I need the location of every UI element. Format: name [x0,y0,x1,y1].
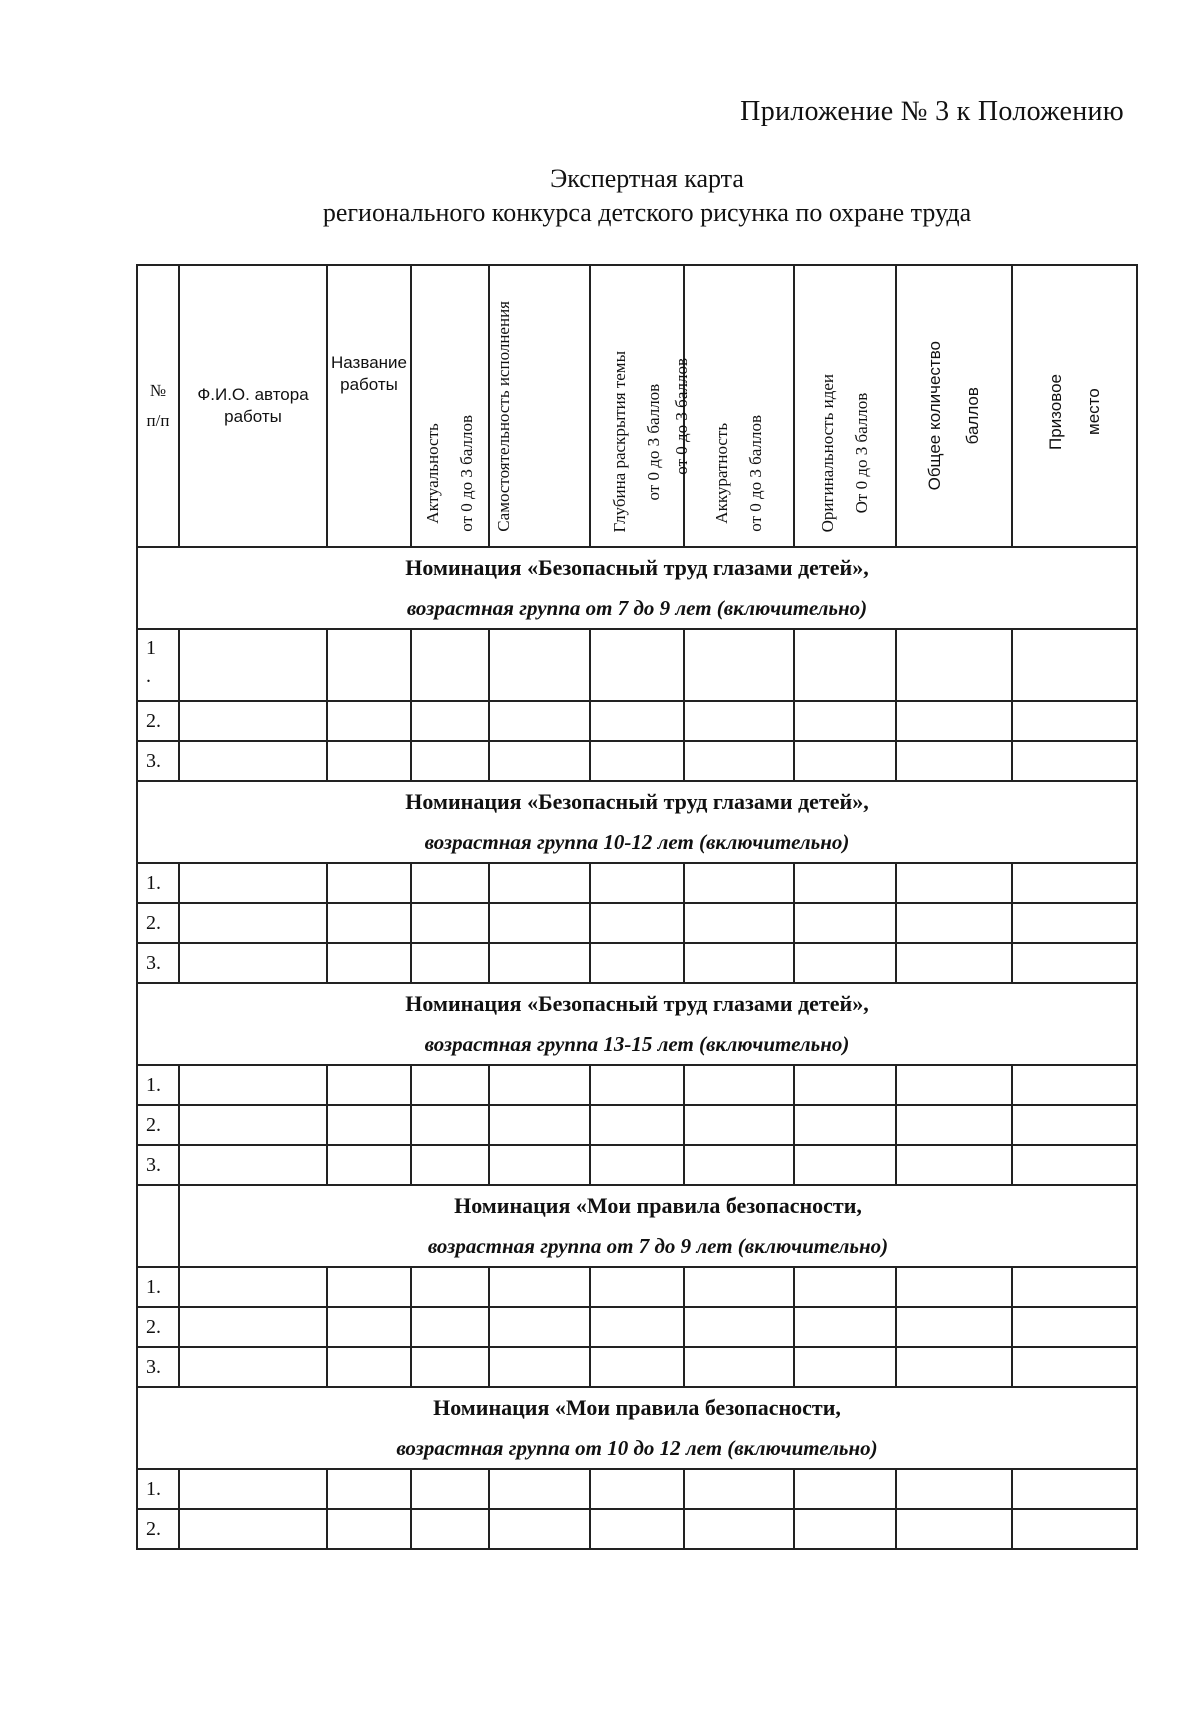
table-row [137,943,1137,983]
empty-cell [489,943,590,983]
empty-cell [590,741,684,781]
col-independence-label: Самостоятельность исполнения [494,301,513,532]
empty-cell [684,943,794,983]
nomination-cell [137,983,1137,1065]
empty-cell [179,903,327,943]
empty-cell [179,943,327,983]
empty-cell [489,1267,590,1307]
col-author-header [179,265,327,547]
table-row [137,1145,1137,1185]
col-total-label: Общее количество [925,340,944,490]
nomination-row [137,1185,1137,1267]
empty-cell [489,903,590,943]
header-row [137,265,1137,547]
empty-cell [179,741,327,781]
empty-cell [179,1065,327,1105]
nomination-blank-cell [137,1185,179,1267]
empty-cell [794,741,896,781]
empty-cell [1012,1469,1137,1509]
col-place-header [1012,265,1137,547]
empty-cell [896,629,1012,701]
empty-cell [489,1065,590,1105]
empty-cell [896,1509,1012,1549]
empty-cell [327,1307,411,1347]
col-author-label: Ф.И.О. автора работы [197,385,309,426]
empty-cell [489,1307,590,1347]
empty-cell [327,1509,411,1549]
col-num-label: № п/п [146,381,170,430]
table-row [137,903,1137,943]
document-title [0,162,1200,230]
empty-cell [896,701,1012,741]
col-num-header [137,265,179,547]
empty-cell [896,863,1012,903]
appendix-label: Приложение № 3 к Положению [740,96,1124,127]
empty-cell [489,1145,590,1185]
nomination-row [137,547,1137,629]
empty-cell [179,1267,327,1307]
empty-cell [590,629,684,701]
empty-cell [590,863,684,903]
empty-cell [179,1145,327,1185]
empty-cell [684,701,794,741]
empty-cell [684,863,794,903]
empty-cell [684,629,794,701]
empty-cell [794,629,896,701]
row-number: 3. [137,741,179,781]
empty-cell [590,943,684,983]
nomination-row [137,983,1137,1065]
empty-cell [794,903,896,943]
empty-cell [684,1267,794,1307]
empty-cell [327,629,411,701]
table-row [137,741,1137,781]
nomination-title: Номинация «Мои правила безопасности, [454,1193,862,1218]
col-accuracy-header [684,265,794,547]
empty-cell [411,1347,489,1387]
empty-cell [327,863,411,903]
row-number: 1 . [137,629,179,701]
col-work-label: Название работы [331,353,407,394]
empty-cell [684,1105,794,1145]
empty-cell [896,1307,1012,1347]
empty-cell [1012,1267,1137,1307]
empty-cell [411,1307,489,1347]
empty-cell [794,701,896,741]
table-row [137,1267,1137,1307]
col-originality-range: От 0 до 3 баллов [852,392,871,514]
nomination-cell [179,1185,1137,1267]
empty-cell [590,1065,684,1105]
empty-cell [896,1347,1012,1387]
row-number: 1. [137,1065,179,1105]
empty-cell [590,1105,684,1145]
empty-cell [794,1105,896,1145]
empty-cell [1012,629,1137,701]
col-relevance-range: от 0 до 3 баллов [457,415,476,532]
empty-cell [179,1469,327,1509]
empty-cell [684,1347,794,1387]
col-accuracy-label: Аккуратность [712,423,731,525]
empty-cell [179,701,327,741]
empty-cell [794,1307,896,1347]
col-depth-range: от 0 до 3 баллов [644,382,663,500]
empty-cell [411,701,489,741]
row-number: 3. [137,1347,179,1387]
empty-cell [590,701,684,741]
col-place-label-2: место [1083,388,1103,436]
empty-cell [327,943,411,983]
empty-cell [896,741,1012,781]
nomination-cell [137,1387,1137,1469]
empty-cell [1012,903,1137,943]
empty-cell [896,1065,1012,1105]
col-depth-label: Глубина раскрытия темы [610,350,629,532]
row-number: 1. [137,1267,179,1307]
col-originality-header [794,265,896,547]
empty-cell [327,701,411,741]
empty-cell [590,1145,684,1185]
empty-cell [1012,741,1137,781]
empty-cell [179,1105,327,1145]
evaluation-table [136,264,1138,1550]
col-work-header [327,265,411,547]
empty-cell [179,1307,327,1347]
empty-cell [590,1307,684,1347]
row-number: 2. [137,1307,179,1347]
nomination-row [137,781,1137,863]
empty-cell [489,629,590,701]
empty-cell [411,1509,489,1549]
empty-cell [896,1469,1012,1509]
empty-cell [411,1267,489,1307]
nomination-title: Номинация «Безопасный труд глазами детей», [405,789,869,814]
empty-cell [684,741,794,781]
empty-cell [896,1105,1012,1145]
empty-cell [327,903,411,943]
nomination-age-group: возрастная группа от 10 до 12 лет (включительно) [396,1436,878,1460]
table-row [137,1307,1137,1347]
empty-cell [489,1509,590,1549]
empty-cell [179,863,327,903]
empty-cell [411,1065,489,1105]
empty-cell [1012,701,1137,741]
empty-cell [794,1267,896,1307]
empty-cell [590,1469,684,1509]
empty-cell [1012,943,1137,983]
nomination-age-group: возрастная группа 10-12 лет (включительно) [424,830,850,854]
row-number: 3. [137,943,179,983]
empty-cell [794,1347,896,1387]
empty-cell [896,1267,1012,1307]
empty-cell [684,1509,794,1549]
empty-cell [896,1145,1012,1185]
col-place-label: Призовое [1045,374,1065,450]
table-row [137,1105,1137,1145]
empty-cell [489,701,590,741]
row-number: 2. [137,701,179,741]
empty-cell [684,1307,794,1347]
table-row [137,1469,1137,1509]
empty-cell [327,741,411,781]
nomination-title: Номинация «Безопасный труд глазами детей», [405,991,869,1016]
nomination-title: Номинация «Мои правила безопасности, [433,1395,841,1420]
nomination-title: Номинация «Безопасный труд глазами детей», [405,555,869,580]
title-line-1: Экспертная карта [550,164,744,193]
empty-cell [327,1347,411,1387]
nomination-age-group: возрастная группа от 7 до 9 лет (включительно) [406,596,868,620]
table-row [137,863,1137,903]
table-row [137,629,1137,701]
empty-cell [1012,863,1137,903]
row-number: 1. [137,1469,179,1509]
row-number: 2. [137,1105,179,1145]
empty-cell [489,863,590,903]
nomination-age-group: возрастная группа 13-15 лет (включительно) [424,1032,850,1056]
empty-cell [179,1509,327,1549]
nomination-age-group: возрастная группа от 7 до 9 лет (включительно) [427,1234,889,1258]
col-originality-label: Оригинальность идеи [818,373,837,532]
empty-cell [896,903,1012,943]
empty-cell [411,1469,489,1509]
empty-cell [489,1469,590,1509]
empty-cell [327,1145,411,1185]
empty-cell [327,1267,411,1307]
col-total-header [896,265,1012,547]
row-number: 1. [137,863,179,903]
empty-cell [1012,1105,1137,1145]
empty-cell [684,1469,794,1509]
empty-cell [794,1065,896,1105]
empty-cell [1012,1347,1137,1387]
row-number: 3. [137,1145,179,1185]
empty-cell [590,1509,684,1549]
empty-cell [489,1105,590,1145]
col-accuracy-range: от 0 до 3 баллов [746,415,765,532]
empty-cell [896,943,1012,983]
empty-cell [1012,1509,1137,1549]
nomination-cell [137,781,1137,863]
empty-cell [684,1065,794,1105]
empty-cell [1012,1065,1137,1105]
empty-cell [179,1347,327,1387]
empty-cell [590,1347,684,1387]
empty-cell [411,1145,489,1185]
empty-cell [411,629,489,701]
empty-cell [489,741,590,781]
empty-cell [411,1105,489,1145]
title-line-2: регионального конкурса детского рисунка по охране труда [322,198,972,227]
empty-cell [327,1105,411,1145]
table-row [137,1347,1137,1387]
empty-cell [327,1065,411,1105]
empty-cell [179,629,327,701]
empty-cell [684,1145,794,1185]
row-number: 2. [137,903,179,943]
nomination-row [137,1387,1137,1469]
empty-cell [794,1145,896,1185]
table-row [137,701,1137,741]
empty-cell [489,1347,590,1387]
empty-cell [411,943,489,983]
empty-cell [327,1469,411,1509]
col-relevance-header [411,265,489,547]
table-row [137,1509,1137,1549]
empty-cell [794,1469,896,1509]
empty-cell [794,943,896,983]
empty-cell [411,741,489,781]
empty-cell [590,903,684,943]
col-independence-range: от 0 до 3 баллов [672,358,691,476]
empty-cell [1012,1307,1137,1347]
empty-cell [684,903,794,943]
empty-cell [794,863,896,903]
table-row [137,1065,1137,1105]
empty-cell [590,1267,684,1307]
col-relevance-label: Актуальность [423,423,442,524]
nomination-cell [137,547,1137,629]
empty-cell [1012,1145,1137,1185]
row-number: 2. [137,1509,179,1549]
empty-cell [411,903,489,943]
empty-cell [411,863,489,903]
empty-cell [794,1509,896,1549]
col-total-label-2: баллов [963,386,982,444]
